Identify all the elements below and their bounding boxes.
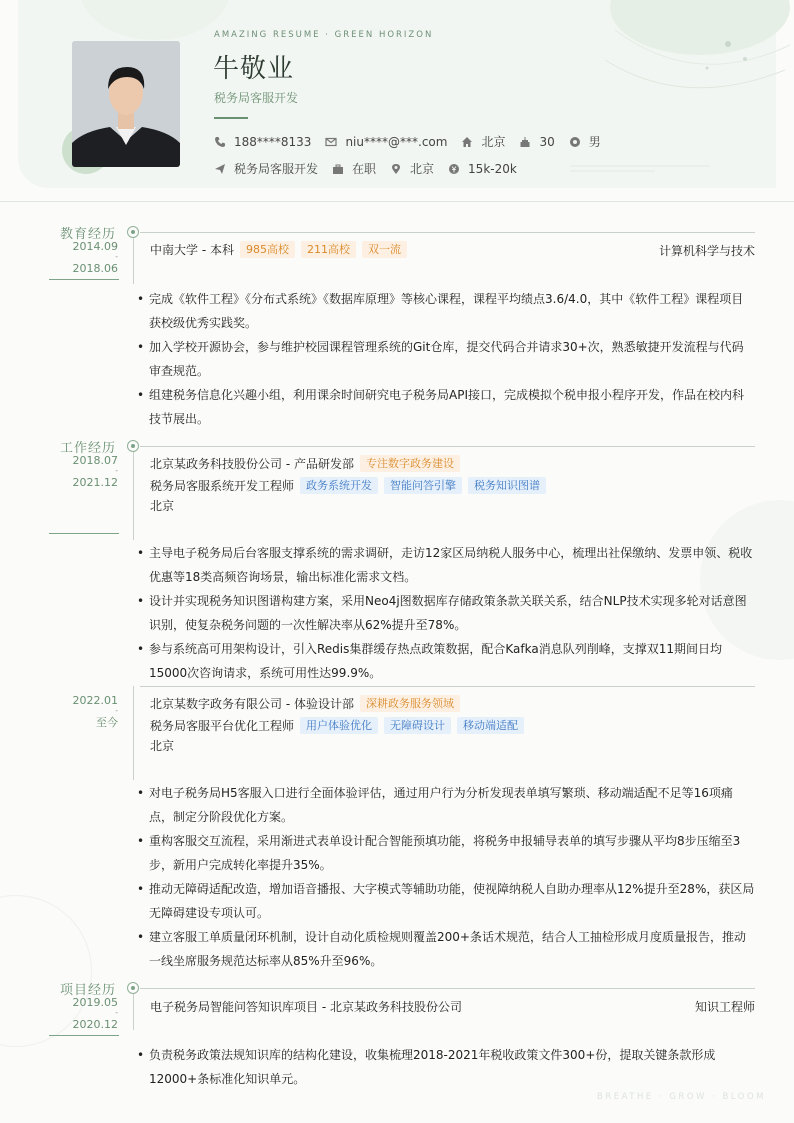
role-tag: 无障碍设计 (384, 717, 451, 734)
status-info (332, 160, 376, 177)
job-location: 北京 (150, 499, 175, 513)
header-decoration-lines (570, 160, 720, 180)
school-tag: 211高校 (301, 241, 356, 258)
section-title-work: 工作经历 (59, 441, 116, 456)
job-start-date: 2022.01 (72, 694, 118, 707)
timeline-line (133, 686, 134, 780)
date-underline (49, 533, 119, 534)
role-tag: 政务系统开发 (300, 477, 378, 494)
company-name: 北京某政务科技股份公司 - 产品研发部 (150, 457, 354, 471)
email-info (325, 135, 447, 149)
header-decoration-lines (595, 0, 794, 110)
role-tag: 用户体验优化 (300, 717, 378, 734)
school-name: 中南大学 - 本科 (150, 243, 234, 257)
list-item: • 对电子税务局H5客服入口进行全面体验评估，通过用户行为分析发现表单填写繁琐、移动端适配不足等16项痛点，制定分阶段优化方案。 (137, 781, 755, 829)
phone-icon (214, 136, 226, 148)
hometown-info (461, 133, 505, 150)
list-item: • 负责税务政策法规知识库的结构化建设，收集梳理2018-2021年税收政策文件300+份，提取关键条款形成12000+条标准化知识单元。 (137, 1043, 755, 1091)
job-end-date: 至今 (96, 716, 118, 729)
education-end-date: 2018.06 (72, 262, 118, 275)
job-role (150, 477, 546, 494)
job-location: 北京 (150, 739, 175, 753)
role-tag: 税务知识图谱 (468, 477, 546, 494)
list-item: • 组建税务信息化兴趣小组，利用课余时间研究电子税务局API接口，完成模拟个税申报小程序开发，作品在校内科技节展出。 (137, 383, 755, 431)
job-company (150, 695, 460, 712)
project-name: 电子税务局智能问答知识库项目 - 北京某政务科技股份公司 (150, 1000, 462, 1014)
major: 计算机科学与技术 (658, 244, 755, 258)
target-job-text: 税务局客服开发 (234, 162, 319, 176)
job-start-date: 2018.07 (72, 454, 118, 467)
date-dash: - (115, 706, 118, 715)
education-entry (150, 241, 407, 258)
job-end-date: 2021.12 (72, 476, 118, 489)
section-divider (140, 686, 755, 687)
date-underline (49, 1035, 119, 1036)
section-divider (140, 988, 755, 989)
city-info (390, 160, 434, 177)
age-icon (519, 136, 531, 148)
section-divider (140, 232, 755, 233)
job-company (150, 455, 460, 472)
list-item: • 主导电子税务局后台客服支撑系统的需求调研，走访12家区局纳税人服务中心，梳理出社保缴纳、发票申领、税收优惠等18类高频咨询场景，输出标准化需求文档。 (137, 541, 755, 589)
age-text: 30 (539, 134, 555, 149)
timeline-dot (127, 982, 139, 994)
candidate-position: 税务局客服开发 (214, 91, 299, 105)
role-tag: 移动端适配 (457, 717, 524, 734)
briefcase-icon (332, 163, 344, 175)
job-intent-row (214, 160, 531, 177)
header-tagline: AMAZING RESUME · GREEN HORIZON (214, 30, 434, 40)
email-text: niu****@***.com (345, 134, 448, 149)
home-icon (461, 136, 473, 148)
list-item: • 建立客服工单质量闭环机制，设计自动化质检规则覆盖200+条话术规范，结合人工抽检形成月度质量报告，推动一线坐席服务规范达标率从85%升至96%。 (137, 925, 755, 973)
job-role (150, 717, 524, 734)
date-dash: - (115, 466, 118, 475)
mail-icon (325, 136, 337, 148)
gender-info (569, 133, 601, 150)
hometown-text: 北京 (481, 135, 506, 149)
status-text: 在职 (352, 162, 377, 176)
timeline-dot (127, 440, 139, 452)
company-tag: 深耕政务服务领域 (360, 695, 460, 712)
avatar (72, 41, 180, 167)
project-end-date: 2020.12 (72, 1018, 118, 1031)
location-icon (390, 163, 402, 175)
timeline-line (133, 452, 134, 540)
project-role: 知识工程师 (694, 1000, 755, 1014)
list-item: • 参与系统高可用架构设计，引入Redis集群缓存热点政策数据，配合Kafka消息队列削峰，支撑双11期间日均15000次咨询请求，系统可用性达99.9%。 (137, 637, 755, 685)
send-icon (214, 163, 226, 175)
phone-info (214, 135, 311, 149)
section-title-projects: 项目经历 (59, 983, 116, 998)
phone-text: 188****8133 (234, 134, 312, 149)
section-divider (140, 446, 755, 447)
gender-text: 男 (588, 135, 601, 149)
project-start-date: 2019.05 (72, 996, 118, 1009)
role-tag: 智能问答引擎 (384, 477, 462, 494)
school-tag: 双一流 (362, 241, 407, 258)
company-tag: 专注数字政务建设 (360, 455, 460, 472)
project-title (150, 998, 462, 1015)
list-item: • 推动无障碍适配改造，增加语音播报、大字模式等辅助功能，使视障纳税人自助办理率从12%提升至28%，获区局无障碍建设专项认可。 (137, 877, 755, 925)
company-name: 北京某数字政务有限公司 - 体验设计部 (150, 697, 354, 711)
gender-icon (569, 136, 581, 148)
list-item: • 重构客服交互流程，采用渐进式表单设计配合智能预填功能，将税务申报辅导表单的填写步骤从平均8步压缩至3步，新用户完成转化率提升35%。 (137, 829, 755, 877)
list-item: • 设计并实现税务知识图谱构建方案，采用Neo4j图数据库存储政策条款关联关系，结合NLP技术实现多轮对话意图识别，使复杂税务问题的一次性解决率从62%提升至78%。 (137, 589, 755, 637)
divider (214, 117, 248, 119)
salary-info (448, 162, 517, 176)
age-info (519, 135, 554, 149)
section-title-education: 教育经历 (59, 227, 116, 242)
header-divider (0, 201, 794, 202)
date-dash: - (115, 1008, 118, 1017)
salary-text: 15k-20k (468, 161, 517, 176)
education-start-date: 2014.09 (72, 240, 118, 253)
contact-row (214, 133, 615, 150)
timeline-dot (127, 226, 139, 238)
date-underline (49, 279, 119, 280)
salary-icon (448, 163, 460, 175)
city-text: 北京 (410, 162, 435, 176)
school-tag: 985高校 (240, 241, 295, 258)
role-name: 税务局客服系统开发工程师 (150, 479, 295, 493)
target-job-info (214, 160, 318, 177)
timeline-line (133, 994, 134, 1030)
list-item: • 加入学校开源协会，参与维护校园课程管理系统的Git仓库，提交代码合并请求30+次，熟悉敏捷开发流程与代码审查规范。 (137, 335, 755, 383)
date-dash: - (115, 252, 118, 261)
candidate-name: 牛敬业 (213, 54, 295, 84)
list-item: • 完成《软件工程》《分布式系统》《数据库原理》等核心课程，课程平均绩点3.6/4.0，其中《软件工程》课程项目获校级优秀实践奖。 (137, 287, 755, 335)
footer-tagline: BREATHE · GROW · BLOOM (597, 1092, 766, 1102)
role-name: 税务局客服平台优化工程师 (150, 719, 295, 733)
timeline-line (133, 238, 134, 284)
